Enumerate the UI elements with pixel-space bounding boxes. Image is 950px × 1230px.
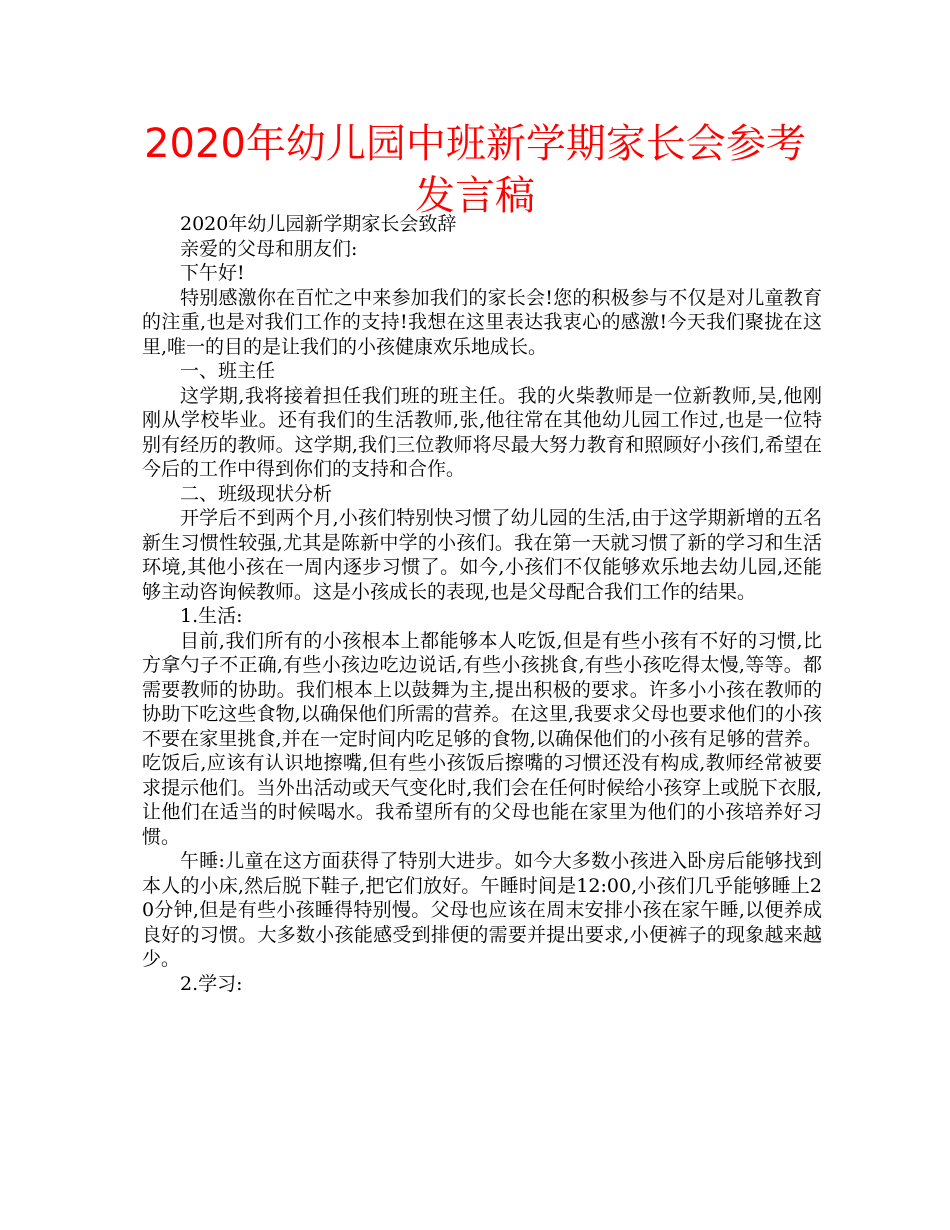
section-heading-head-teacher: 一、班主任 bbox=[180, 360, 276, 382]
paragraph-thanks: 特别感激你在百忙之中来参加我们的家长会!您的积极参与不仅是对儿童教育的注重,也是对我们工作的支持!我想在这里表达我衷心的感激!今天我们聚拢在这里,唯一的目的是让我们的小孩健康欢乐地成长。 bbox=[142, 286, 822, 358]
paragraph-life: 目前,我们所有的小孩根本上都能够本人吃饭,但是有些小孩有不好的习惯,比方拿勺子不正确,有些小孩边吃边说话,有些小孩挑食,有些小孩吃得太慢,等等。都需要教师的协助。我们根本上以鼓舞为主,提出积极的要求。许多小小孩在教师的协助下吃这些食物,以确保他们所需的营养。在这里,我要求父母也要求他们的小孩不要在家里挑食,并在一定时间内吃足够的食物,以确保他们的小孩有足够的营养。吃饭后,应该有认识地擦嘴,但有些小孩饭后擦嘴的习惯还没有构成,教师经常被要求提示他们。当外出活动或天气变化时,我们会在任何时候给小孩穿上或脱下衣服,让他们在适当的时候喝水。我希望所有的父母也能在家里为他们的小孩培养好习惯。 bbox=[142, 629, 822, 848]
document-title: 2020年幼儿园中班新学期家长会参考发言稿 bbox=[144, 121, 806, 219]
section-heading-class-status: 二、班级现状分析 bbox=[180, 482, 333, 505]
paragraph-greeting: 下午好! bbox=[180, 262, 245, 284]
paragraph-nap: 午睡:儿童在这方面获得了特别大进步。如今大多数小孩进入卧房后能够找到本人的小床,然后脱下鞋子,把它们放好。午睡时间是12:00,小孩们几乎能够睡上20分钟,但是有些小孩睡得特别慢。父母也应该在周末安排小孩在家午睡,以便养成良好的习惯。大多数小孩能感受到排便的需要并提出要求,小便裤子的现象越来越少。 bbox=[142, 850, 822, 970]
subheading-study: 2.学习: bbox=[180, 972, 243, 995]
paragraph-head-teacher: 这学期,我将接着担任我们班的班主任。我的火柴教师是一位新教师,吴,他刚刚从学校毕业。还有我们的生活教师,张,他往常在其他幼儿园工作过,也是一位特别有经历的教师。这学期,我们三位教师将尽最大努力教育和照顾好小孩们,希望在今后的工作中得到你们的支持和合作。 bbox=[142, 384, 822, 480]
document-body bbox=[142, 212, 822, 996]
paragraph-speech-heading: 2020年幼儿园新学期家长会致辞 bbox=[180, 213, 457, 235]
subheading-life: 1.生活: bbox=[180, 605, 243, 627]
paragraph-salutation: 亲爱的父母和朋友们: bbox=[180, 237, 358, 260]
paragraph-class-status: 开学后不到两个月,小孩们特别快习惯了幼儿园的生活,由于这学期新增的五名新生习惯性较强,尤其是陈新中学的小孩们。我在第一天就习惯了新的学习和生活环境,其他小孩在一周内逐步习惯了。如今,小孩们不仅能够欢乐地去幼儿园,还能够主动咨询候教师。这是小孩成长的表现,也是父母配合我们工作的结果。 bbox=[142, 507, 822, 603]
